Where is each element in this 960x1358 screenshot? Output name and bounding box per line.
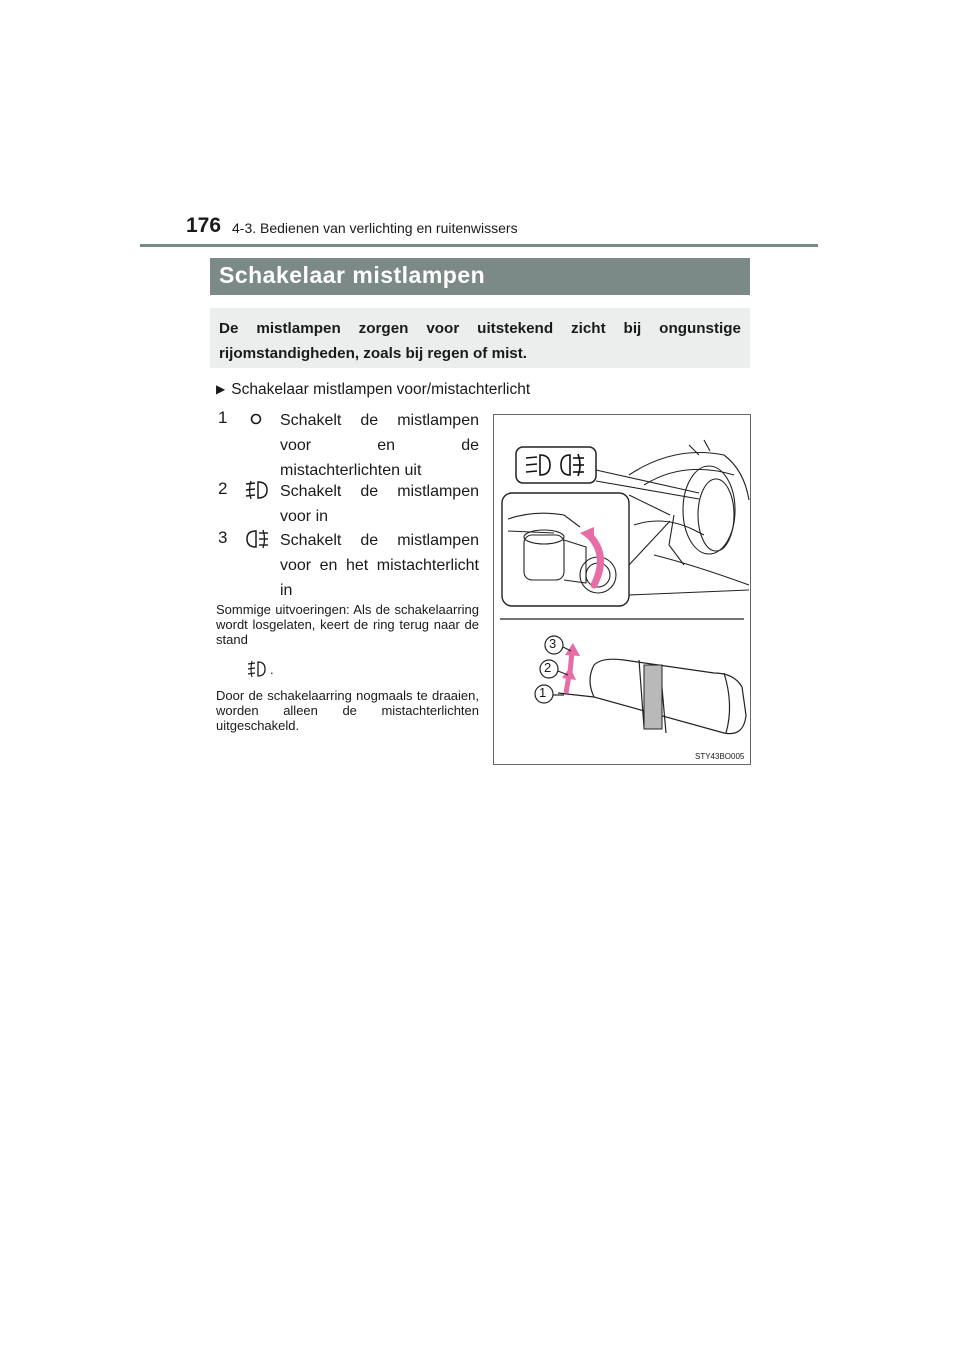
triangle-bullet-icon: ▶ [216, 382, 226, 396]
callout-2: 2 [544, 660, 552, 675]
section-title-bar [210, 258, 750, 295]
switch-illustration [493, 414, 751, 765]
section-title: Schakelaar mistlampen [219, 262, 486, 288]
item-text-3: Schakelt de mistlampen voor en het mistachterlicht in [280, 532, 479, 599]
intro-text: De mistlampen zorgen voor uitstekend zicht bij ongunstige rijomstandigheden, zoals bij regen of mist. [219, 320, 741, 362]
illustration-drawing [494, 415, 750, 764]
intro-box [210, 308, 750, 368]
note-rear-off: Door de schakelaarring nogmaals te draaien, worden alleen de mistachterlichten uitgeschakeld. [216, 688, 479, 733]
subheading [216, 381, 530, 399]
callout-3: 3 [549, 636, 557, 651]
figure-code: STY43BO005 [695, 752, 745, 761]
subheading-text: Schakelaar mistlampen voor/mistachterlicht [231, 381, 531, 398]
item-text-1: Schakelt de mistlampen voor en de mistachterlichten uit [280, 412, 479, 479]
running-header: 4-3. Bedienen van verlichting en ruitenwissers [232, 220, 518, 236]
header-rule [140, 244, 818, 247]
item-number-2: 2 [218, 479, 228, 498]
front-fog-light-icon [243, 479, 271, 501]
off-circle-icon [246, 410, 268, 428]
note-return-ring: Sommige uitvoeringen: Als de schakelaarring wordt losgelaten, keert de ring terug naar de stand [216, 602, 479, 647]
item-text-2: Schakelt de mistlampen voor in [280, 483, 479, 525]
item-number-3: 3 [218, 528, 228, 547]
front-fog-light-icon [246, 660, 268, 678]
page-number: 176 [186, 214, 222, 237]
item-number-1: 1 [218, 408, 228, 427]
callout-1: 1 [539, 685, 547, 700]
note-period: . [270, 662, 274, 677]
rear-fog-light-icon [243, 528, 271, 550]
